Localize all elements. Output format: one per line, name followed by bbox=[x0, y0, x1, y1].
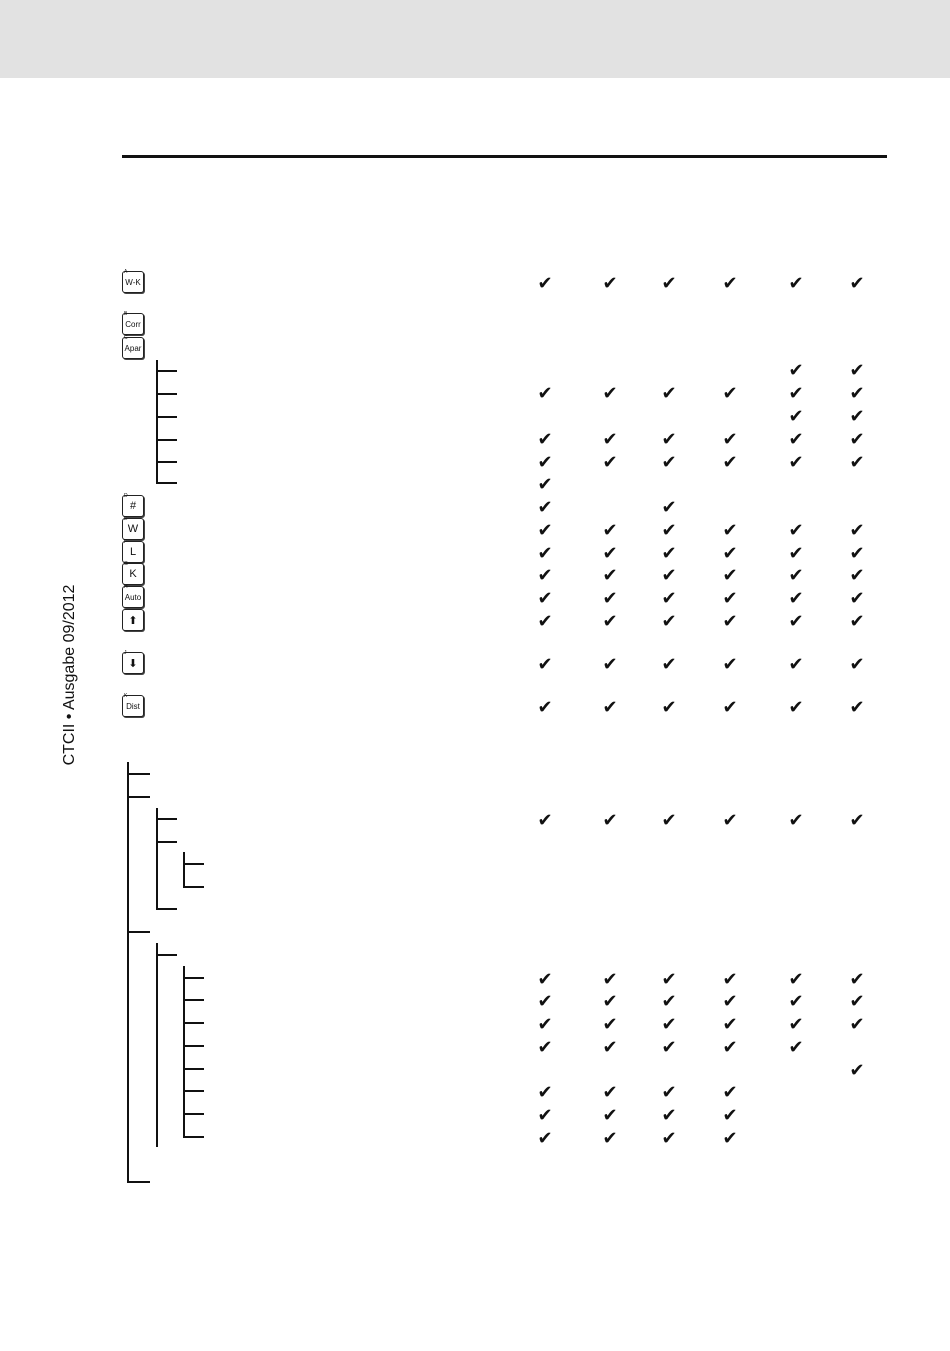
check-icon: ✔ bbox=[661, 429, 677, 449]
check-icon: ✔ bbox=[849, 588, 865, 608]
check-icon: ✔ bbox=[602, 969, 618, 989]
check-icon: ✔ bbox=[661, 383, 677, 403]
check-icon: ✔ bbox=[722, 1128, 738, 1148]
check-icon: ✔ bbox=[788, 991, 804, 1011]
check-icon: ✔ bbox=[537, 1037, 553, 1057]
header-rule bbox=[122, 155, 887, 158]
check-icon: ✔ bbox=[602, 1128, 618, 1148]
check-icon: ✔ bbox=[602, 1105, 618, 1125]
check-icon: ✔ bbox=[722, 520, 738, 540]
check-icon: ✔ bbox=[722, 611, 738, 631]
check-icon: ✔ bbox=[788, 1014, 804, 1034]
check-icon: ✔ bbox=[661, 1014, 677, 1034]
check-icon: ✔ bbox=[537, 969, 553, 989]
check-icon: ✔ bbox=[849, 360, 865, 380]
check-icon: ✔ bbox=[537, 429, 553, 449]
check-icon: ✔ bbox=[788, 520, 804, 540]
check-icon: ✔ bbox=[602, 565, 618, 585]
check-icon: ✔ bbox=[537, 588, 553, 608]
dist-key-button[interactable] bbox=[122, 695, 144, 717]
check-icon: ✔ bbox=[722, 969, 738, 989]
auto-key-button[interactable] bbox=[122, 586, 144, 608]
check-icon: ✔ bbox=[661, 273, 677, 293]
check-icon: ✔ bbox=[849, 452, 865, 472]
key-label: # bbox=[129, 500, 137, 512]
check-icon: ✔ bbox=[661, 810, 677, 830]
check-icon: ✔ bbox=[537, 1014, 553, 1034]
check-icon: ✔ bbox=[722, 383, 738, 403]
check-icon: ✔ bbox=[788, 273, 804, 293]
check-icon: ✔ bbox=[602, 273, 618, 293]
upload-key-button[interactable] bbox=[122, 609, 144, 631]
check-icon: ✔ bbox=[849, 697, 865, 717]
edition-label: CTCII • Ausgabe 09/2012 bbox=[61, 584, 78, 766]
check-icon: ✔ bbox=[788, 543, 804, 563]
check-icon: ✔ bbox=[602, 991, 618, 1011]
check-icon: ✔ bbox=[661, 543, 677, 563]
key-corner-letter: J bbox=[124, 650, 127, 656]
key-label: Apar bbox=[124, 343, 142, 353]
check-icon: ✔ bbox=[849, 429, 865, 449]
check-icon: ✔ bbox=[661, 1105, 677, 1125]
key-label: W-K bbox=[125, 277, 141, 287]
check-icon: ✔ bbox=[537, 697, 553, 717]
key-corner-letter: G bbox=[124, 561, 128, 567]
key-label: Auto bbox=[124, 592, 142, 602]
check-icon: ✔ bbox=[849, 654, 865, 674]
check-icon: ✔ bbox=[661, 697, 677, 717]
check-icon: ✔ bbox=[849, 1014, 865, 1034]
check-icon: ✔ bbox=[788, 588, 804, 608]
check-icon: ✔ bbox=[661, 588, 677, 608]
check-icon: ✔ bbox=[788, 429, 804, 449]
check-icon: ✔ bbox=[602, 1082, 618, 1102]
check-icon: ✔ bbox=[661, 565, 677, 585]
key-label: L bbox=[129, 546, 137, 558]
key-label: Corr bbox=[125, 319, 141, 329]
check-icon: ✔ bbox=[537, 1082, 553, 1102]
check-icon: ✔ bbox=[537, 1128, 553, 1148]
check-icon: ✔ bbox=[722, 810, 738, 830]
key-corner-letter: B bbox=[124, 311, 128, 317]
key-label: ⬇ bbox=[128, 657, 138, 670]
check-icon: ✔ bbox=[661, 520, 677, 540]
check-icon: ✔ bbox=[722, 654, 738, 674]
check-icon: ✔ bbox=[602, 611, 618, 631]
wk-key-button[interactable] bbox=[122, 271, 144, 293]
check-icon: ✔ bbox=[722, 543, 738, 563]
check-icon: ✔ bbox=[722, 1082, 738, 1102]
check-icon: ✔ bbox=[602, 520, 618, 540]
check-icon: ✔ bbox=[788, 406, 804, 426]
key-label: Dist bbox=[126, 701, 140, 711]
check-icon: ✔ bbox=[722, 452, 738, 472]
key-corner-letter: E bbox=[124, 516, 128, 522]
check-icon: ✔ bbox=[537, 273, 553, 293]
check-icon: ✔ bbox=[722, 565, 738, 585]
check-icon: ✔ bbox=[849, 611, 865, 631]
download-key-button[interactable] bbox=[122, 652, 144, 674]
check-icon: ✔ bbox=[537, 810, 553, 830]
check-icon: ✔ bbox=[722, 991, 738, 1011]
check-icon: ✔ bbox=[722, 1014, 738, 1034]
check-icon: ✔ bbox=[722, 697, 738, 717]
check-icon: ✔ bbox=[849, 520, 865, 540]
l-key-button[interactable] bbox=[122, 541, 144, 563]
check-icon: ✔ bbox=[722, 429, 738, 449]
w-key-button[interactable] bbox=[122, 518, 144, 540]
check-icon: ✔ bbox=[537, 497, 553, 517]
check-icon: ✔ bbox=[788, 452, 804, 472]
check-icon: ✔ bbox=[602, 383, 618, 403]
key-corner-letter: A bbox=[124, 269, 128, 275]
key-corner-letter: D bbox=[124, 493, 128, 499]
check-icon: ✔ bbox=[849, 1060, 865, 1080]
check-icon: ✔ bbox=[537, 654, 553, 674]
check-icon: ✔ bbox=[537, 1105, 553, 1125]
check-icon: ✔ bbox=[849, 543, 865, 563]
check-icon: ✔ bbox=[537, 383, 553, 403]
check-icon: ✔ bbox=[788, 611, 804, 631]
check-icon: ✔ bbox=[537, 474, 553, 494]
check-icon: ✔ bbox=[661, 497, 677, 517]
check-icon: ✔ bbox=[602, 588, 618, 608]
key-label: ⬆ bbox=[128, 614, 138, 627]
check-icon: ✔ bbox=[661, 611, 677, 631]
check-icon: ✔ bbox=[602, 1037, 618, 1057]
check-icon: ✔ bbox=[849, 991, 865, 1011]
check-icon: ✔ bbox=[602, 429, 618, 449]
check-icon: ✔ bbox=[722, 1105, 738, 1125]
check-icon: ✔ bbox=[661, 1082, 677, 1102]
check-icon: ✔ bbox=[722, 273, 738, 293]
key-corner-letter: K bbox=[124, 693, 128, 699]
check-icon: ✔ bbox=[849, 273, 865, 293]
corr-key-button[interactable] bbox=[122, 313, 144, 335]
key-corner-letter: F bbox=[124, 539, 128, 545]
header-band bbox=[0, 0, 950, 78]
check-icon: ✔ bbox=[602, 697, 618, 717]
check-icon: ✔ bbox=[537, 543, 553, 563]
hash-key-button[interactable] bbox=[122, 495, 144, 517]
check-icon: ✔ bbox=[849, 969, 865, 989]
check-icon: ✔ bbox=[602, 452, 618, 472]
check-icon: ✔ bbox=[788, 810, 804, 830]
key-label: K bbox=[129, 568, 137, 580]
check-icon: ✔ bbox=[537, 611, 553, 631]
check-icon: ✔ bbox=[537, 565, 553, 585]
check-icon: ✔ bbox=[849, 810, 865, 830]
check-icon: ✔ bbox=[602, 543, 618, 563]
key-corner-letter: H bbox=[124, 584, 128, 590]
check-icon: ✔ bbox=[661, 1037, 677, 1057]
check-icon: ✔ bbox=[788, 1037, 804, 1057]
key-label: W bbox=[127, 523, 139, 535]
key-corner-letter: C bbox=[124, 335, 128, 341]
check-icon: ✔ bbox=[602, 810, 618, 830]
check-icon: ✔ bbox=[661, 654, 677, 674]
check-icon: ✔ bbox=[661, 1128, 677, 1148]
check-icon: ✔ bbox=[849, 383, 865, 403]
check-icon: ✔ bbox=[537, 991, 553, 1011]
check-icon: ✔ bbox=[537, 452, 553, 472]
check-icon: ✔ bbox=[788, 383, 804, 403]
check-icon: ✔ bbox=[788, 565, 804, 585]
check-icon: ✔ bbox=[788, 969, 804, 989]
check-icon: ✔ bbox=[722, 588, 738, 608]
check-icon: ✔ bbox=[722, 1037, 738, 1057]
check-icon: ✔ bbox=[788, 360, 804, 380]
k-key-button[interactable] bbox=[122, 563, 144, 585]
check-icon: ✔ bbox=[602, 654, 618, 674]
check-icon: ✔ bbox=[661, 452, 677, 472]
check-icon: ✔ bbox=[849, 406, 865, 426]
check-icon: ✔ bbox=[537, 520, 553, 540]
check-icon: ✔ bbox=[788, 697, 804, 717]
check-icon: ✔ bbox=[661, 991, 677, 1011]
check-icon: ✔ bbox=[788, 654, 804, 674]
check-icon: ✔ bbox=[602, 1014, 618, 1034]
check-icon: ✔ bbox=[849, 565, 865, 585]
apar-key-button[interactable] bbox=[122, 337, 144, 359]
check-icon: ✔ bbox=[661, 969, 677, 989]
